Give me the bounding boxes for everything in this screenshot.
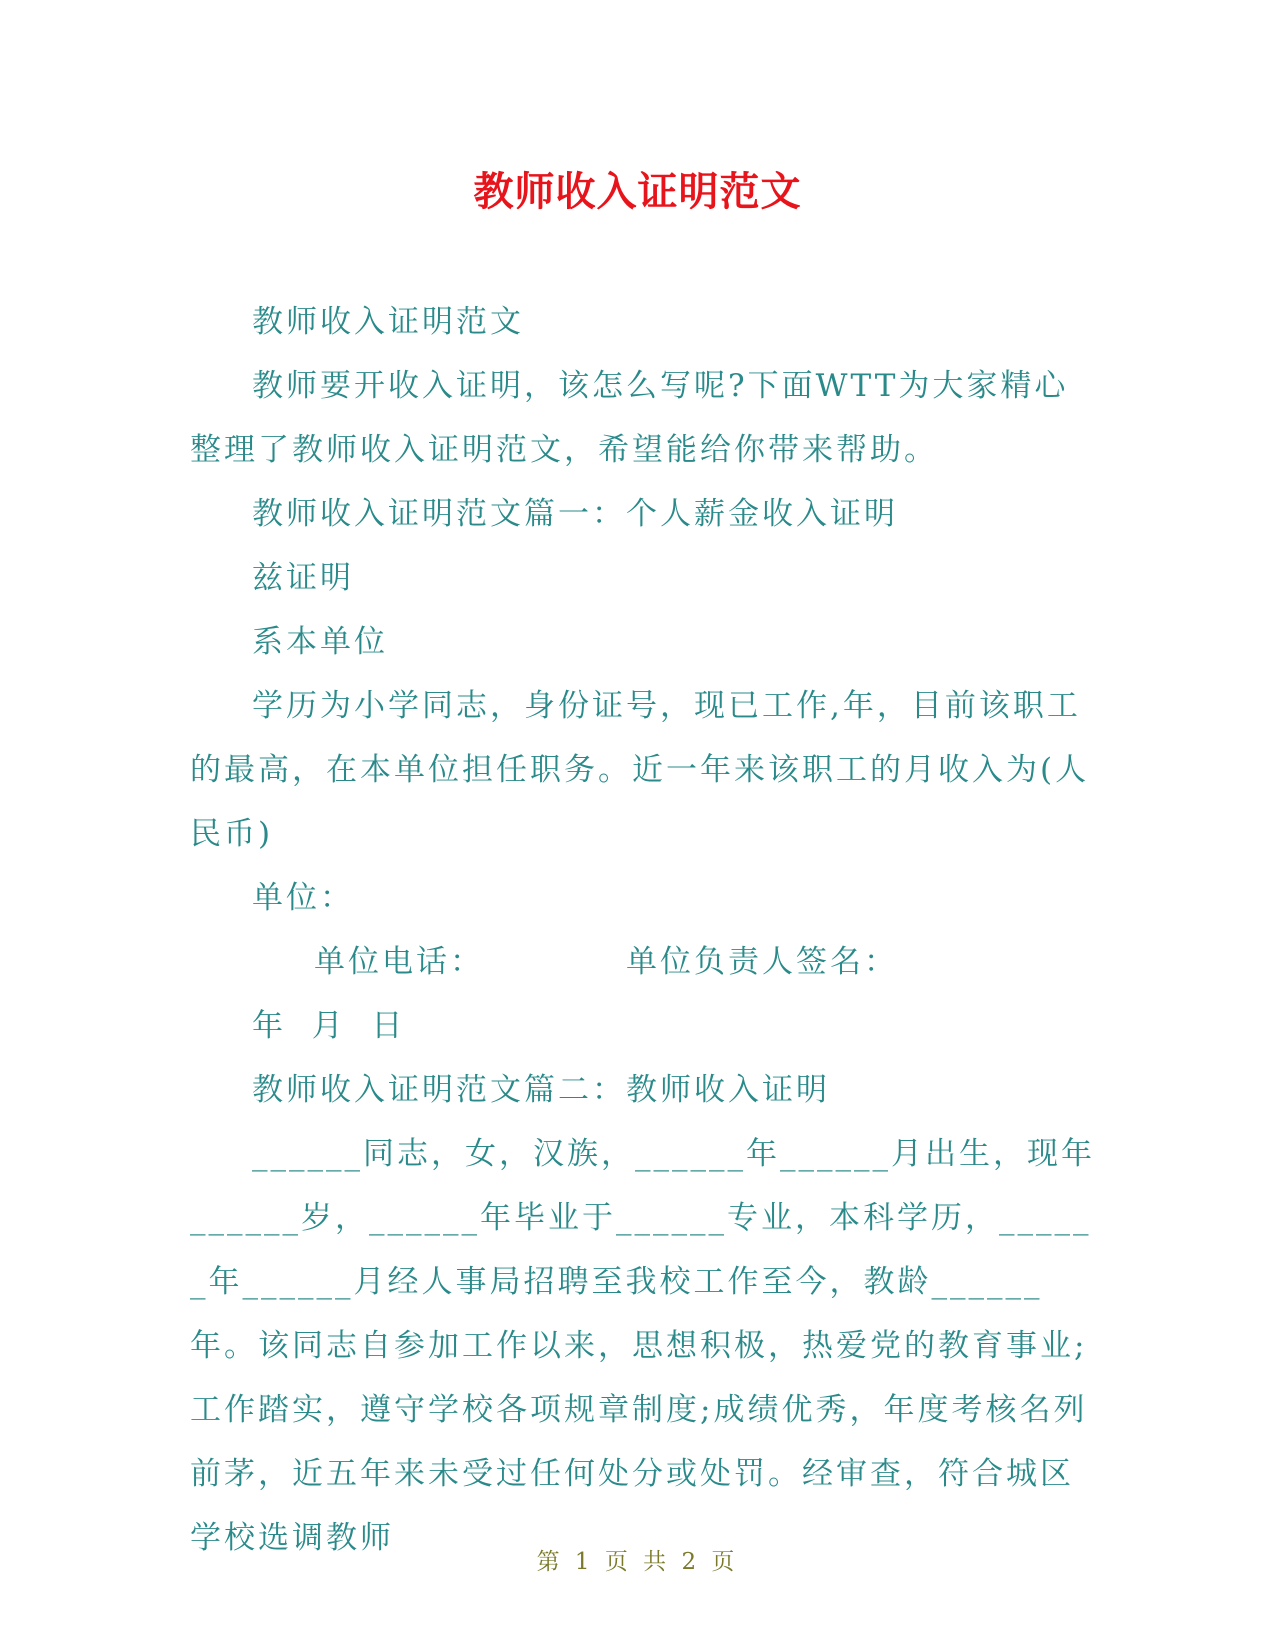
unit-phone-label: 单位电话： bbox=[314, 944, 484, 980]
paragraph-unit: 单位： bbox=[252, 880, 354, 916]
date-label: 年 月 日 bbox=[252, 1008, 406, 1044]
unit-head-signature-label: 单位负责人签名： bbox=[626, 944, 898, 980]
document-body bbox=[190, 290, 1095, 1570]
paragraph-employer: 系本单位 bbox=[252, 624, 388, 660]
paragraph-intro: 教师要开收入证明，该怎么写呢?下面WTT为大家精心整理了教师收入证明范文，希望能给你带来帮助。 bbox=[190, 368, 1069, 468]
paragraph-employee-details: 学历为小学同志，身份证号，现已工作,年，目前该职工的最高，在本单位担任职务。近一年来该职工的月收入为(人民币) bbox=[190, 688, 1090, 852]
paragraph-heading: 教师收入证明范文 bbox=[252, 304, 524, 340]
paragraph-section-one-title: 教师收入证明范文篇一：个人薪金收入证明 bbox=[252, 496, 898, 532]
paragraph-section-two-title: 教师收入证明范文篇二：教师收入证明 bbox=[252, 1072, 830, 1108]
paragraph-teacher-certificate: ______同志，女，汉族，______年______月出生，现年______岁，______年毕业于______专业，本科学历，______年______月经人事局招聘至我校工作至今，教龄______年。该同志自参加工作以来，思想积极，热爱党的教育事业;工作踏实，遵守学校各项规章制度;成绩优秀，年度考核名列前茅，近五年来未受过任何处分或处罚。经审查，符合城区学校选调教师 bbox=[190, 1136, 1095, 1556]
paragraph-signature-line bbox=[190, 930, 1095, 1058]
paragraph-certify: 兹证明 bbox=[252, 560, 354, 596]
page-footer: 第 1 页 共 2 页 bbox=[536, 1549, 739, 1575]
document-title: 教师收入证明范文 bbox=[473, 169, 802, 215]
